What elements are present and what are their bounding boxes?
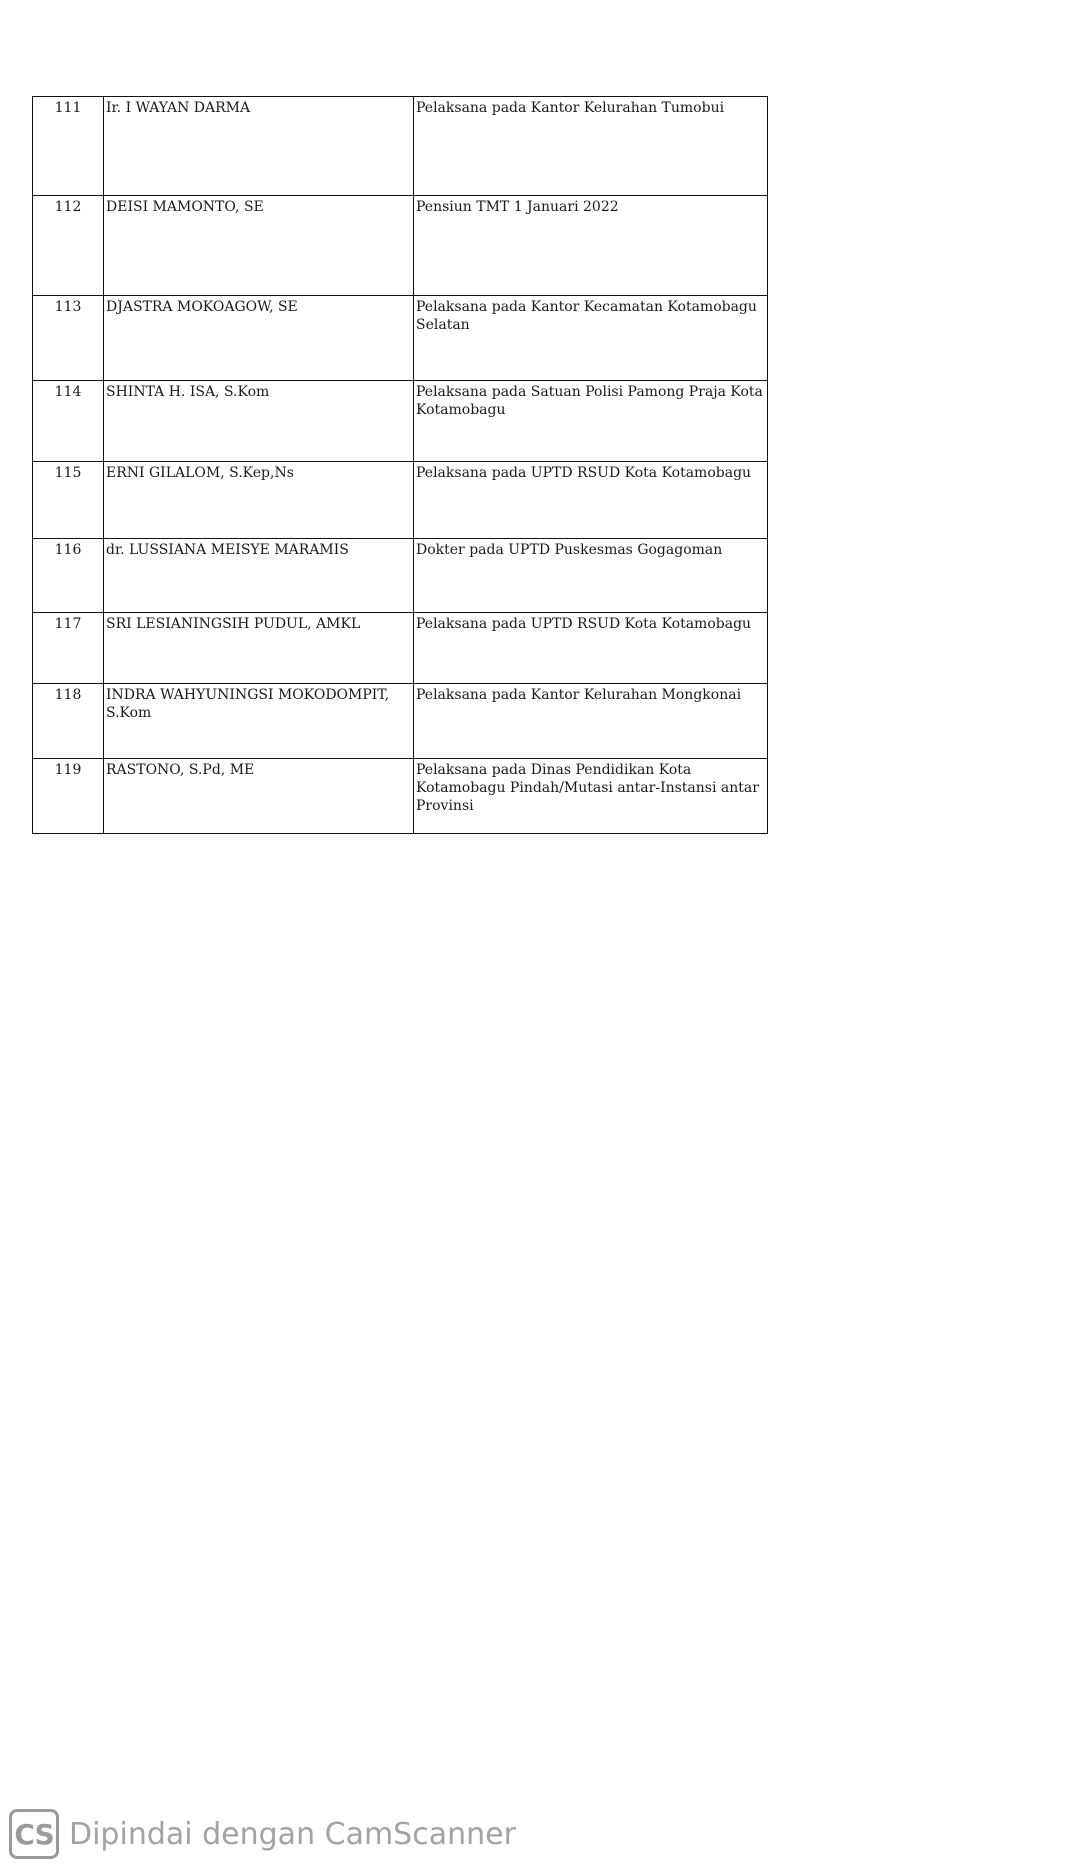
table-row — [33, 613, 768, 684]
row-number: 119 — [33, 759, 104, 834]
row-number: 113 — [33, 296, 104, 381]
camscanner-logo-icon: CS — [9, 1809, 59, 1859]
table-row — [33, 381, 768, 462]
employee-name: DEISI MAMONTO, SE — [104, 196, 414, 296]
table-row — [33, 759, 768, 834]
employee-description: Pelaksana pada Kantor Kecamatan Kotamobagu Selatan — [414, 296, 768, 381]
employee-table — [32, 96, 768, 834]
employee-name: SHINTA H. ISA, S.Kom — [104, 381, 414, 462]
employee-description: Dokter pada UPTD Puskesmas Gogagoman — [414, 539, 768, 613]
row-number: 116 — [33, 539, 104, 613]
watermark-text: Dipindai dengan CamScanner — [69, 1816, 516, 1852]
employee-description: Pelaksana pada Satuan Polisi Pamong Praja Kota Kotamobagu — [414, 381, 768, 462]
employee-name: dr. LUSSIANA MEISYE MARAMIS — [104, 539, 414, 613]
employee-description: Pelaksana pada UPTD RSUD Kota Kotamobagu — [414, 462, 768, 539]
row-number: 111 — [33, 97, 104, 196]
employee-description: Pelaksana pada Dinas Pendidikan Kota Kotamobagu Pindah/Mutasi antar-Instansi antar Provinsi — [414, 759, 768, 834]
employee-name: DJASTRA MOKOAGOW, SE — [104, 296, 414, 381]
employee-description: Pelaksana pada Kantor Kelurahan Mongkonai — [414, 684, 768, 759]
table-row — [33, 539, 768, 613]
row-number: 118 — [33, 684, 104, 759]
employee-description: Pelaksana pada UPTD RSUD Kota Kotamobagu — [414, 613, 768, 684]
employee-name: SRI LESIANINGSIH PUDUL, AMKL — [104, 613, 414, 684]
row-number: 112 — [33, 196, 104, 296]
table-row — [33, 684, 768, 759]
employee-name: INDRA WAHYUNINGSI MOKODOMPIT, S.Kom — [104, 684, 414, 759]
employee-description: Pensiun TMT 1 Januari 2022 — [414, 196, 768, 296]
row-number: 117 — [33, 613, 104, 684]
table-row — [33, 296, 768, 381]
row-number: 115 — [33, 462, 104, 539]
table-row — [33, 462, 768, 539]
employee-name: ERNI GILALOM, S.Kep,Ns — [104, 462, 414, 539]
employee-name: Ir. I WAYAN DARMA — [104, 97, 414, 196]
row-number: 114 — [33, 381, 104, 462]
document-page — [32, 96, 768, 834]
camscanner-watermark — [9, 1807, 516, 1861]
table-row — [33, 196, 768, 296]
table-row — [33, 97, 768, 196]
employee-name: RASTONO, S.Pd, ME — [104, 759, 414, 834]
employee-description: Pelaksana pada Kantor Kelurahan Tumobui — [414, 97, 768, 196]
